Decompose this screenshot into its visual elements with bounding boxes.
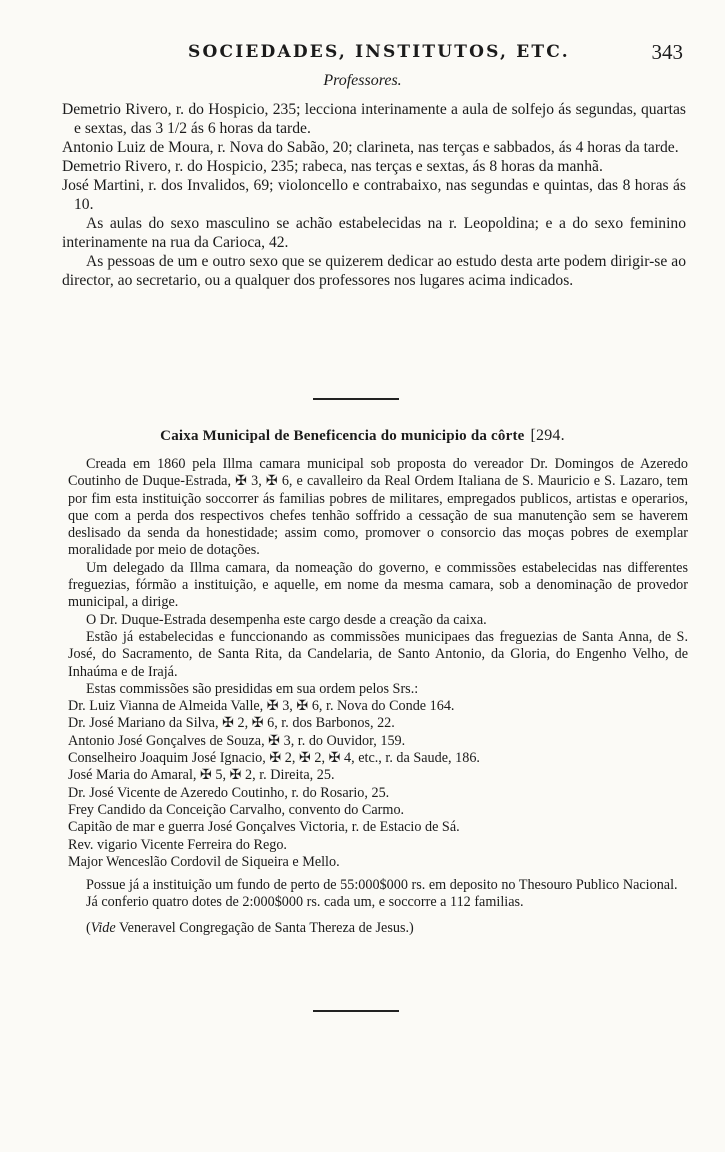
- dotes-paragraph: Já conferio quatro dotes de 2:000$000 rs. cada um, e soccorre a 112 familias.: [86, 894, 524, 911]
- presidents-list: [68, 698, 688, 871]
- vide-label: Vide: [90, 919, 116, 936]
- president-item: Major Wenceslão Cordovil de Siqueira e Mello.: [68, 853, 340, 870]
- caixa-paragraph: Estão já estabelecidas e funccionando as commissões municipaes das freguezias de Santa Anna, de S. José, do Sacramento, de Santa Rita, da Candelaria, de Santo Antonio, da Gloria, do Engenho Velho, de Inhaúma e de Irajá.: [68, 628, 688, 680]
- vide-text: Veneravel Congregação de Santa Thereza de Jesus.): [115, 919, 414, 936]
- president-item: Dr. José Vicente de Azeredo Coutinho, r. do Rosario, 25.: [68, 784, 390, 801]
- fundo-paragraph: Possue já a instituição um fundo de perto de 55:000$000 rs. em deposito no Thesouro Publico Nacional.: [86, 877, 678, 894]
- running-head: SOCIEDADES, INSTITUTOS, ETC.: [188, 42, 570, 62]
- page-header: [60, 38, 683, 68]
- professores-title: Professores.: [323, 72, 402, 89]
- president-item: Antonio José Gonçalves de Souza, ✠ 3, r. do Ouvidor, 159.: [68, 732, 406, 749]
- president-item: Frey Candido da Conceição Carvalho, convento do Carmo.: [68, 801, 405, 818]
- caixa-paragraph: O Dr. Duque-Estrada desempenha este cargo desde a creação da caixa.: [86, 611, 487, 628]
- pessoas-note: As pessoas de um e outro sexo que se quizerem dedicar ao estudo desta arte podem dirigir-se ao director, ao secretario, ou a qualquer dos professores nos lugares acima indicados.: [62, 253, 686, 289]
- president-item: Dr. José Mariano da Silva, ✠ 2, ✠ 6, r. dos Barbonos, 22.: [68, 715, 395, 732]
- caixa-title-text: Caixa Municipal de Beneficencia do municipio da côrte: [160, 428, 525, 444]
- professor-entry: José Martini, r. dos Invalidos, 69; violoncello e contrabaixo, nas segundas e quintas, das 8 horas ás 10.: [62, 177, 686, 213]
- caixa-body: [68, 456, 688, 937]
- president-item: José Maria do Amaral, ✠ 5, ✠ 2, r. Direita, 25.: [68, 767, 335, 784]
- caixa-title: [0, 427, 725, 445]
- president-item: Rev. vigario Vicente Ferreira do Rego.: [68, 836, 287, 853]
- section-divider: [313, 398, 399, 400]
- caixa-paragraph: Creada em 1860 pela Illma camara municipal sob proposta do vereador Dr. Domingos de Azeredo Coutinho de Duque-Estrada, ✠ 3, ✠ 6, e cavalleiro da Real Ordem Italiana de S. Mauricio e S. Lazaro, tem por fim esta instituição soccorrer ás familias pobres de militares, empregados publicos, artistas e operarios, que com a perda dos respectivos chefes tenhão soffrido a cessação de sua manutenção sem se haverem deslisado da senda da honestidade; assim como, promover o consorcio das moças pobres de exemplar moralidade por meio de dotações.: [68, 456, 688, 559]
- aulas-note: As aulas do sexo masculino se achão estabelecidas na r. Leopoldina; e a do sexo feminino interinamente na rua da Carioca, 42.: [62, 215, 686, 251]
- caixa-paragraph: Um delegado da Illma camara, da nomeação do governo, e commissões estabelecidas nas differentes freguezias, fórmão a instituição, e aquelle, em nome da mesma camara, sob a denominação de provedor municipal, a dirige.: [68, 559, 688, 611]
- professor-entry: Demetrio Rivero, r. do Hospicio, 235; lecciona interinamente a aula de solfejo ás segundas, quartas e sextas, das 3 1/2 ás 6 horas da tarde.: [62, 101, 686, 137]
- president-item: Capitão de mar e guerra José Gonçalves Victoria, r. de Estacio de Sá.: [68, 819, 460, 836]
- end-divider: [313, 1010, 399, 1012]
- caixa-number: [294.: [530, 427, 565, 444]
- caixa-paragraph: Estas commissões são presididas em sua ordem pelos Srs.:: [86, 680, 419, 697]
- page-number: 343: [651, 40, 683, 64]
- president-item: Dr. Luiz Vianna de Almeida Valle, ✠ 3, ✠ 6, r. Nova do Conde 164.: [68, 698, 455, 715]
- professor-entry: Demetrio Rivero, r. do Hospicio, 235; rabeca, nas terças e sextas, ás 8 horas da manhã.: [62, 158, 603, 175]
- president-item: Conselheiro Joaquim José Ignacio, ✠ 2, ✠ 2, ✠ 4, etc., r. da Saude, 186.: [68, 750, 480, 767]
- professores-list: [62, 100, 686, 290]
- professor-entry: Antonio Luiz de Moura, r. Nova do Sabão, 20; clarineta, nas terças e sabbados, ás 4 horas da tarde.: [62, 139, 679, 156]
- vide-reference: (Vide Veneravel Congregação de Santa Thereza de Jesus.): [86, 919, 414, 936]
